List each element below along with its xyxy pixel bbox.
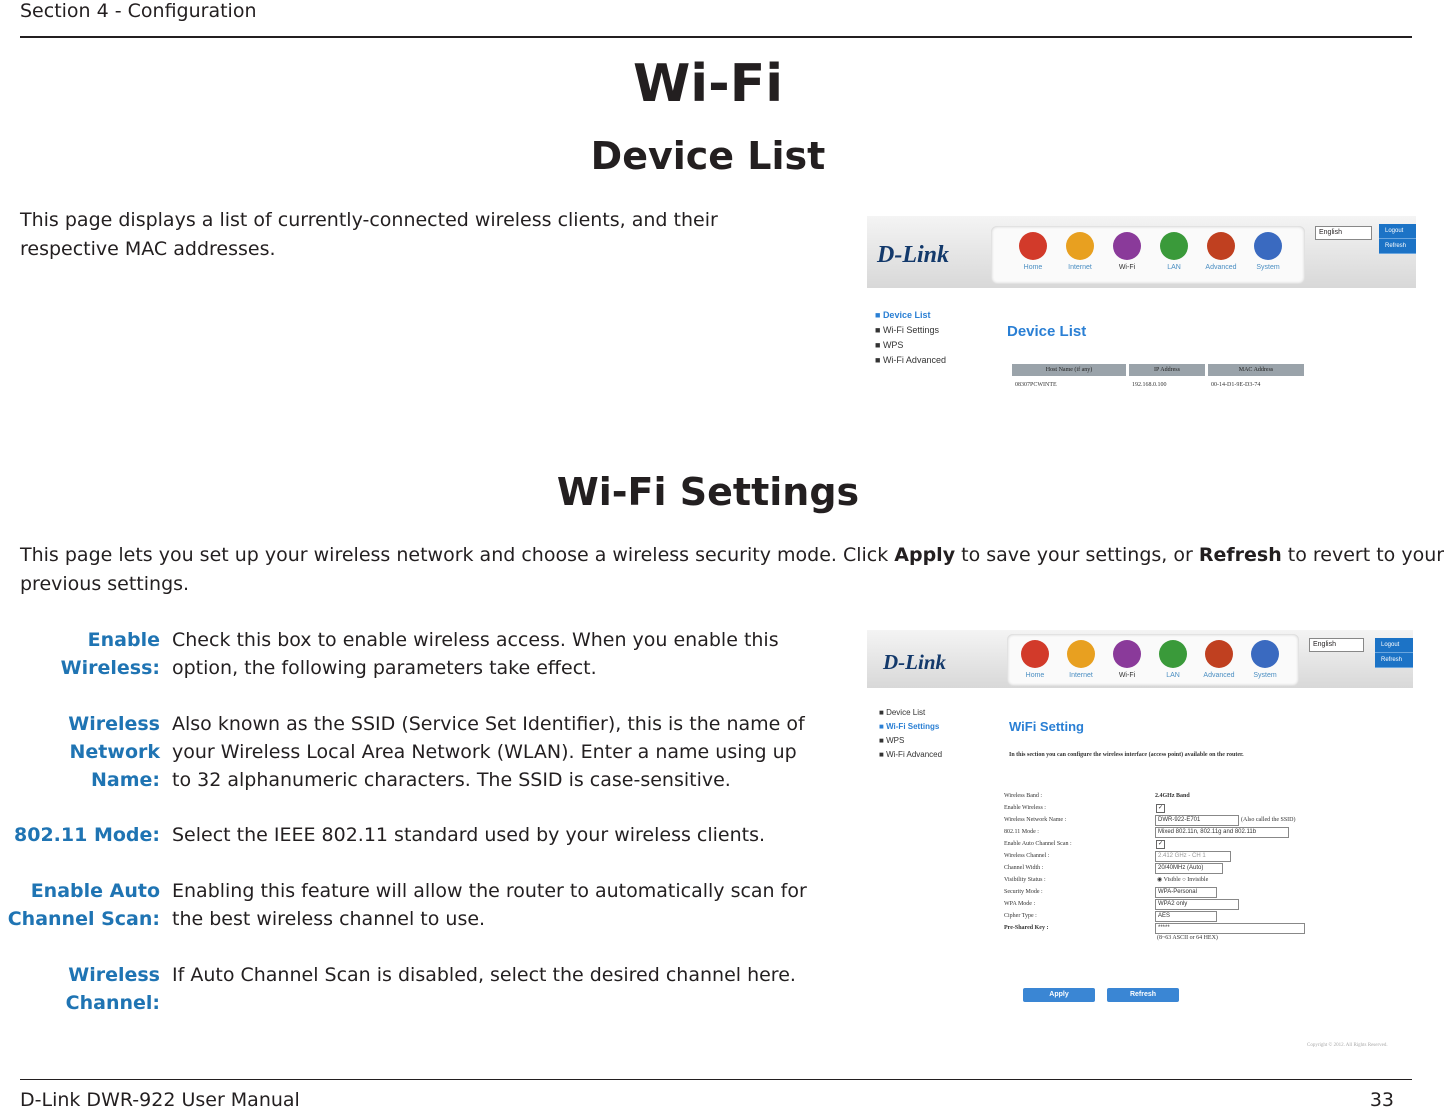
setting-description: Select the IEEE 802.11 standard used by your wireless clients. [172,824,766,846]
dlink-logo: D-Link [877,242,949,268]
wpa-mode-select[interactable]: WPA2 only [1155,899,1239,910]
form-label: WPA Mode : [1004,901,1036,907]
table-cell-mac: 00-14-D1-9E-D3-74 [1211,382,1261,388]
security-mode-select[interactable]: WPA-Personal [1155,887,1217,898]
nav-home[interactable]: Home [1007,232,1059,271]
wifi-icon [1113,640,1141,668]
menu-item-wifi-advanced[interactable]: ■ Wi-Fi Advanced [879,750,943,759]
wireless-band-value: 2.4GHz Band [1155,793,1190,799]
language-select[interactable]: English [1309,638,1364,652]
setting-label: Enable Wireless: [60,629,160,679]
table-header-mac: MAC Address [1208,364,1304,376]
nav-lan[interactable]: LAN [1147,640,1199,679]
internet-icon [1066,232,1094,260]
ssid-note: (Also called the SSID) [1241,817,1296,823]
setting-description: Also known as the SSID (Service Set Identiﬁer), this is the name of your Wireless Local Area Network (WLAN). Enter a name using up to 32 alphanumeric characters. The SSID is case-sensitive. [172,713,805,791]
channel-select[interactable]: 2.412 GHz - CH 1 [1155,851,1231,862]
refresh-form-button[interactable]: Refresh [1107,988,1179,1002]
visibility-radios[interactable]: ◉ Visible ○ Invisible [1157,877,1209,883]
nav-advanced[interactable]: Advanced [1193,640,1245,679]
nav-wifi[interactable]: Wi-Fi [1101,640,1153,679]
setting-label: Wireless Network Name: [68,713,160,791]
page-title: Wi-Fi [632,54,784,114]
internet-icon [1067,640,1095,668]
nav-internet[interactable]: Internet [1055,640,1107,679]
setting-description: If Auto Channel Scan is disabled, select the desired channel here. [172,964,796,986]
lan-icon [1160,232,1188,260]
form-label: Wireless Channel : [1004,853,1050,859]
language-select[interactable]: English [1315,226,1372,240]
header-rule [20,36,1412,38]
menu-item-wifi-advanced[interactable]: ■ Wi-Fi Advanced [875,355,946,365]
wifi-intro: In this section you can configure the wireless interface (access point) available on the router. [1009,752,1244,758]
wifi-settings-intro: This page lets you set up your wireless network and choose a wireless security mode. Click Apply to save your settings, or Refresh to revert to your previous settings. [20,544,1444,595]
footer-rule [20,1079,1412,1080]
device-list-page-title: Device List [1007,323,1087,340]
advanced-icon [1205,640,1233,668]
menu-item-device-list[interactable]: ■ Device List [875,310,931,320]
table-cell-host: 08307PCWINTE [1015,382,1057,388]
side-menu [875,310,946,370]
wifi-setting-title: WiFi Setting [1009,719,1084,734]
wifi-settings-heading: Wi-Fi Settings [556,470,860,514]
enable-wireless-checkbox[interactable]: ✓ [1157,805,1164,811]
menu-item-wps[interactable]: ■ WPS [879,736,905,745]
setting-description: Enabling this feature will allow the router to automatically scan for the best wireless channel to use. [172,880,807,930]
menu-item-device-list[interactable]: ■ Device List [879,708,926,717]
table-header-host: Host Name (if any) [1012,364,1126,376]
nav-system[interactable]: System [1242,232,1294,271]
cipher-select[interactable]: AES [1155,911,1217,922]
form-label: Enable Wireless : [1004,805,1046,811]
refresh-button[interactable]: Refresh [1375,653,1413,668]
logout-button[interactable]: Logout [1375,638,1413,653]
nav-home[interactable]: Home [1009,640,1061,679]
refresh-button[interactable]: Refresh [1379,239,1416,254]
page-number: 33 [1369,1089,1394,1111]
channel-width-select[interactable]: 20/40MHz (Auto) [1155,863,1223,874]
section-header: Section 4 - Conﬁguration [20,0,257,22]
home-icon [1021,640,1049,668]
device-list-screenshot [867,216,1416,396]
nav-advanced[interactable]: Advanced [1195,232,1247,271]
side-buttons [1379,224,1416,254]
nav-wifi[interactable]: Wi-Fi [1101,232,1153,271]
dlink-logo: D-Link [883,650,946,674]
setting-label: Enable Auto Channel Scan: [7,880,160,930]
device-list-heading: Device List [590,134,826,178]
form-label: Visibility Status : [1004,877,1046,883]
setting-label: Wireless Channel: [65,964,160,1014]
menu-item-wps[interactable]: ■ WPS [875,340,904,350]
menu-item-wifi-settings[interactable]: ■ Wi-Fi Settings [879,722,940,731]
ssid-field[interactable]: DWR-922-E701 [1155,815,1239,826]
nav-lan[interactable]: LAN [1148,232,1200,271]
lan-icon [1159,640,1187,668]
mode-select[interactable]: Mixed 802.11n, 802.11g and 802.11b [1155,827,1289,838]
psk-field[interactable]: ***** [1155,923,1305,934]
form-label: Wireless Band : [1004,793,1043,799]
form-label: Cipher Type : [1004,913,1037,919]
wifi-icon [1113,232,1141,260]
nav-internet[interactable]: Internet [1054,232,1106,271]
footer-manual: D-Link DWR-922 User Manual [20,1089,300,1111]
form-label: Wireless Network Name : [1004,817,1067,823]
system-icon [1251,640,1279,668]
system-icon [1254,232,1282,260]
form-label: Security Mode : [1004,889,1043,895]
form-label: Enable Auto Channel Scan : [1004,841,1072,847]
copyright: Copyright © 2012. All Rights Reserved. [1307,1043,1388,1048]
device-list-description: This page displays a list of currently-connected wireless clients, and their respective MAC addresses. [20,209,718,260]
wifi-settings-screenshot [867,630,1413,1048]
advanced-icon [1207,232,1235,260]
form-label: Channel Width : [1004,865,1044,871]
form-label: Pre-Shared Key : [1004,925,1049,931]
psk-note: (8~63 ASCII or 64 HEX) [1157,935,1218,941]
menu-item-wifi-settings[interactable]: ■ Wi-Fi Settings [875,325,939,335]
apply-button[interactable]: Apply [1023,988,1095,1002]
auto-channel-checkbox[interactable]: ✓ [1157,841,1164,847]
logout-button[interactable]: Logout [1379,224,1416,239]
side-menu [879,708,942,764]
nav-system[interactable]: System [1239,640,1291,679]
table-cell-ip: 192.168.0.100 [1132,382,1167,388]
setting-description: Check this box to enable wireless access. When you enable this option, the following parameters take eﬀect. [172,629,779,679]
side-buttons [1375,638,1413,668]
table-header-ip: IP Address [1129,364,1205,376]
home-icon [1019,232,1047,260]
setting-label: 802.11 Mode: [14,824,160,846]
form-label: 802.11 Mode : [1004,829,1039,835]
